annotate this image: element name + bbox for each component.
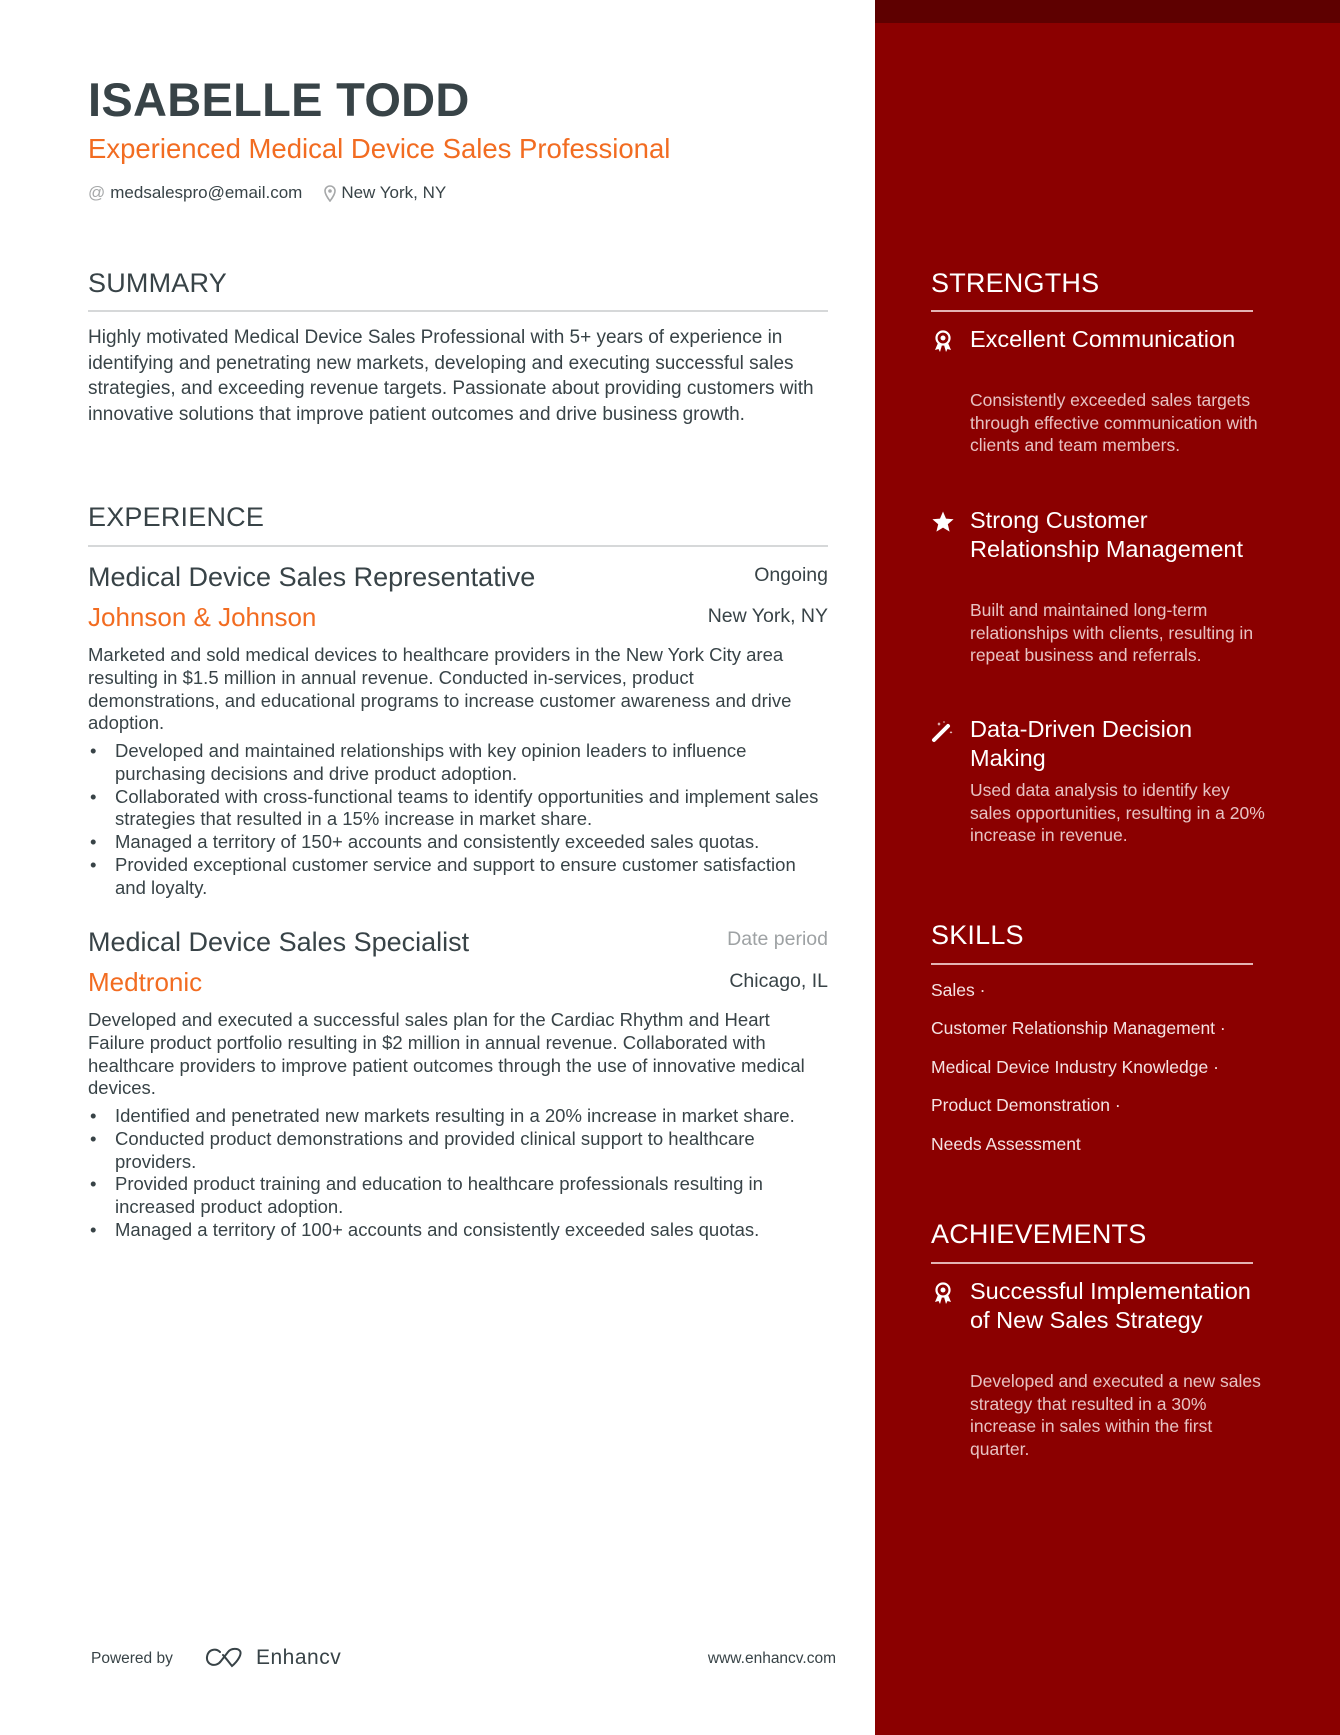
experience-heading: EXPERIENCE <box>88 502 265 532</box>
skill-tag: Product Demonstration · <box>931 1095 1121 1115</box>
job-location: New York, NY <box>707 605 828 627</box>
skills-divider <box>931 963 1253 965</box>
strength-description: Consistently exceeded sales targets through effective communication with clients and team members. <box>970 390 1258 456</box>
bullet-item: • Collaborated with cross-functional teams to identify opportunities and implement sales strategies that resulted in a 15% increase in market share. <box>88 786 828 832</box>
map-pin-icon <box>324 185 336 202</box>
strengths-divider <box>931 310 1253 312</box>
enhancv-logo[interactable] <box>204 1646 341 1670</box>
job-title: Medical Device Sales Representative <box>88 562 536 592</box>
sidebar-top-band <box>875 0 1340 23</box>
company-name: Medtronic <box>88 967 203 997</box>
location-text: New York, NY <box>341 183 447 202</box>
award-ribbon-icon <box>931 329 955 353</box>
candidate-name: ISABELLE TODD <box>88 73 470 126</box>
candidate-title: Experienced Medical Device Sales Professional <box>88 133 671 164</box>
strength-description: Built and maintained long-term relationships with clients, resulting in repeat business and referrals. <box>970 600 1254 666</box>
summary-heading: SUMMARY <box>88 268 227 298</box>
job-date: Date period <box>727 928 828 950</box>
bullet-item: • Provided product training and education to healthcare professionals resulting in increased product adoption. <box>88 1173 828 1219</box>
job-bullets <box>88 1105 828 1242</box>
skill-tag: Medical Device Industry Knowledge · <box>931 1057 1219 1077</box>
bullet-item: • Identified and penetrated new markets resulting in a 20% increase in market share. <box>88 1105 828 1128</box>
summary-divider <box>88 310 828 312</box>
job-location: Chicago, IL <box>729 970 828 992</box>
email-item[interactable] <box>88 183 302 203</box>
sidebar <box>875 0 1340 1735</box>
achievements-divider <box>931 1262 1253 1264</box>
job-description: Developed and executed a successful sales plan for the Cardiac Rhythm and Heart Failure product portfolio resulting in $2 million in annual revenue. Collaborated with healthcare providers to improve patient outcomes through the use of innovative medical devices. <box>88 1009 805 1099</box>
magic-wand-icon <box>931 719 955 743</box>
strength-title: Strong Customer Relationship Management <box>970 507 1244 562</box>
bullet-item: • Managed a territory of 150+ accounts and consistently exceeded sales quotas. <box>88 831 828 854</box>
email-text: medsalespro@email.com <box>110 183 303 202</box>
job-date: Ongoing <box>754 564 828 586</box>
bullet-item: • Managed a territory of 100+ accounts and consistently exceeded sales quotas. <box>88 1219 828 1242</box>
location-item <box>324 183 446 203</box>
website-link[interactable]: www.enhancv.com <box>707 1650 836 1667</box>
footer <box>91 1645 836 1675</box>
brand-name: Enhancv <box>256 1646 342 1669</box>
strengths-heading: STRENGTHS <box>931 268 1100 298</box>
experience-divider <box>88 545 828 547</box>
strength-description: Used data analysis to identify key sales opportunities, resulting in a 20% increase in revenue. <box>970 780 1265 846</box>
job-title: Medical Device Sales Specialist <box>88 927 470 957</box>
skills-heading: SKILLS <box>931 920 1024 950</box>
company-name: Johnson & Johnson <box>88 602 317 632</box>
job-description: Marketed and sold medical devices to healthcare providers in the New York City area resulting in $1.5 million in annual revenue. Conducted in-services, product demonstrations, and educational programs to increase customer awareness and drive adoption. <box>88 644 792 734</box>
star-icon <box>931 510 955 534</box>
achievement-description: Developed and executed a new sales strategy that resulted in a 30% increase in sales within the first quarter. <box>970 1371 1261 1460</box>
strength-title: Data-Driven Decision Making <box>970 716 1193 771</box>
strength-title: Excellent Communication <box>970 326 1236 352</box>
enhancv-logo-icon <box>204 1647 248 1669</box>
skill-tag: Needs Assessment <box>931 1134 1081 1154</box>
powered-by-label: Powered by <box>91 1650 173 1667</box>
bullet-item: • Conducted product demonstrations and provided clinical support to healthcare providers. <box>88 1128 828 1174</box>
achievement-title: Successful Implementation of New Sales Strategy <box>970 1278 1251 1333</box>
achievements-heading: ACHIEVEMENTS <box>931 1219 1147 1249</box>
skill-tag: Customer Relationship Management · <box>931 1018 1226 1038</box>
at-icon: @ <box>88 183 106 202</box>
bullet-item: • Developed and maintained relationships with key opinion leaders to influence purchasing decisions and drive product adoption. <box>88 740 828 786</box>
summary-text: Highly motivated Medical Device Sales Professional with 5+ years of experience in identifying and penetrating new markets, developing and executing successful sales strategies, and exceeding revenue targets. Passionate about providing customers with innovative solutions that improve patient outcomes and drive business growth. <box>88 327 814 425</box>
bullet-item: • Provided exceptional customer service and support to ensure customer satisfaction and loyalty. <box>88 854 828 900</box>
contact-info <box>88 183 468 203</box>
award-ribbon-icon <box>931 1281 955 1305</box>
skill-tag: Sales · <box>931 980 986 1000</box>
job-bullets <box>88 740 828 900</box>
